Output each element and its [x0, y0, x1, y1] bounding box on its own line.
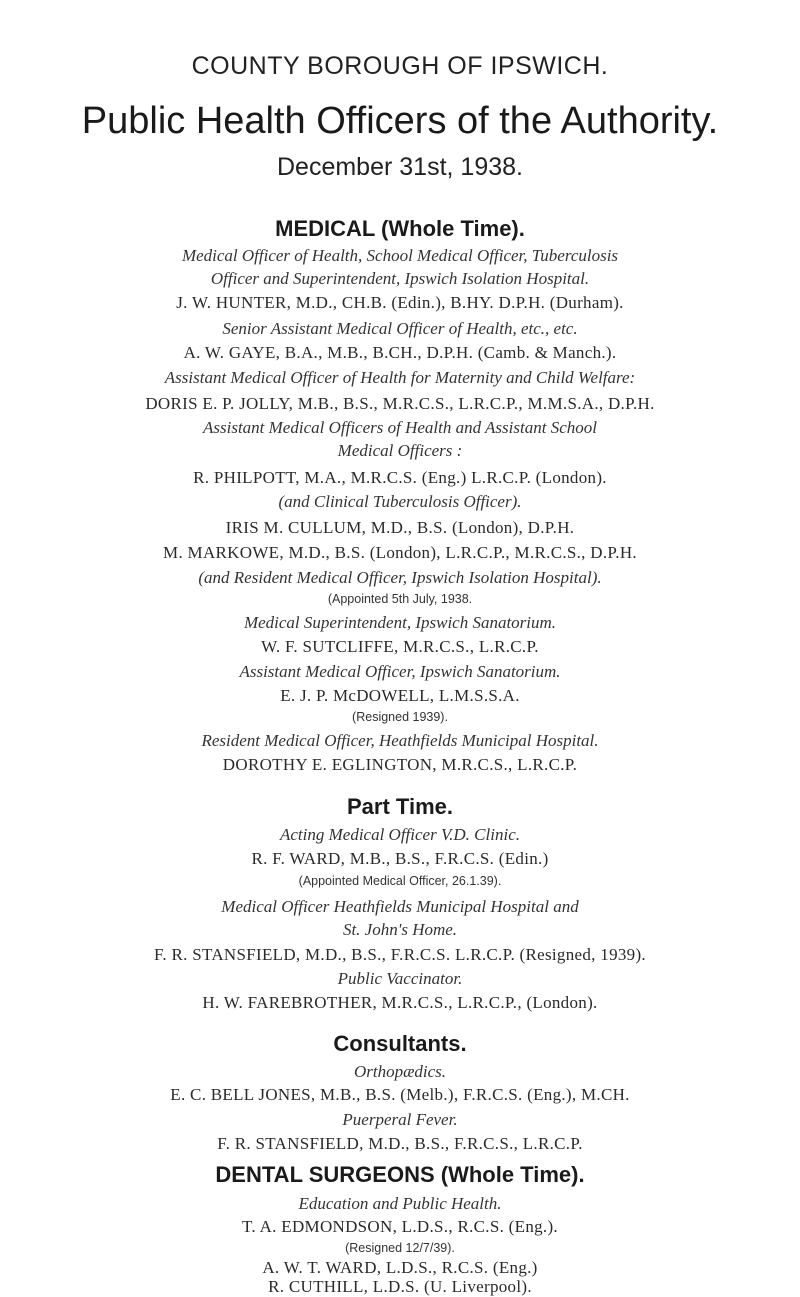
role-maternity-child-welfare: Assistant Medical Officer of Health for Maternity and Child Welfare:: [164, 368, 636, 387]
officer-name: E. C. BELL JONES, M.B., B.S. (Melb.), F.R.C.S. (Eng.), M.CH.: [170, 1085, 630, 1104]
officer-name: R. PHILPOTT, M.A., M.R.C.S. (Eng.) L.R.C.P. (London).: [193, 468, 607, 487]
resignation-note: (Resigned 1939).: [352, 710, 448, 724]
officer-name: F. R. STANSFIELD, M.D., B.S., F.R.C.S. L.R.C.P. (Resigned, 1939).: [154, 945, 646, 964]
section-heading-consultants: Consultants.: [333, 1031, 467, 1056]
role-education-public-health: Education and Public Health.: [298, 1194, 502, 1213]
role-assistant-moh-line-1: Assistant Medical Officers of Health and Assistant School: [203, 418, 597, 437]
resignation-note: (Resigned 12/7/39).: [345, 1241, 455, 1255]
report-date: December 31st, 1938.: [277, 153, 523, 181]
appointment-note: (Appointed Medical Officer, 26.1.39).: [298, 874, 502, 888]
role-vd-clinic: Acting Medical Officer V.D. Clinic.: [279, 825, 520, 844]
role-senior-assistant: Senior Assistant Medical Officer of Health, etc., etc.: [222, 319, 578, 338]
officer-name: A. W. GAYE, B.A., M.B., B.CH., D.P.H. (Camb. & Manch.).: [183, 343, 617, 362]
officer-name: IRIS M. CULLUM, M.D., B.S. (London), D.P.H.: [225, 518, 575, 537]
section-heading-medical-whole-time: MEDICAL (Whole Time).: [275, 216, 525, 241]
role-note-resident: (and Resident Medical Officer, Ipswich Isolation Hospital).: [198, 568, 602, 587]
officer-name: R. F. WARD, M.B., B.S., F.R.C.S. (Edin.): [251, 849, 549, 868]
role-note-tuberculosis: (and Clinical Tuberculosis Officer).: [278, 492, 522, 511]
role-sanatorium-superintendent: Medical Superintendent, Ipswich Sanatorium.: [243, 613, 557, 632]
officer-name: A. W. T. WARD, L.D.S., R.C.S. (Eng.): [262, 1258, 538, 1277]
officer-name: F. R. STANSFIELD, M.D., B.S., F.R.C.S., L.R.C.P.: [217, 1134, 583, 1153]
county-heading: COUNTY BOROUGH OF IPSWICH.: [191, 52, 609, 80]
role-public-vaccinator: Public Vaccinator.: [337, 969, 463, 988]
role-moh-line-1: Medical Officer of Health, School Medical Officer, Tuberculosis: [181, 246, 619, 265]
officer-name: T. A. EDMONDSON, L.D.S., R.C.S. (Eng.).: [242, 1217, 558, 1236]
section-heading-dental: DENTAL SURGEONS (Whole Time).: [215, 1162, 585, 1187]
role-assistant-moh-line-2: Medical Officers :: [337, 441, 463, 460]
officer-name: H. W. FAREBROTHER, M.R.C.S., L.R.C.P., (London).: [202, 993, 598, 1012]
role-heathfields-line-1: Medical Officer Heathfields Municipal Hospital and: [221, 897, 579, 916]
appointment-note: (Appointed 5th July, 1938.: [327, 592, 473, 606]
officer-name: M. MARKOWE, M.D., B.S. (London), L.R.C.P., M.R.C.S., D.P.H.: [163, 543, 637, 562]
role-sanatorium-assistant: Assistant Medical Officer, Ipswich Sanatorium.: [239, 662, 561, 681]
page-title: Public Health Officers of the Authority.: [81, 100, 719, 142]
role-orthopaedics: Orthopædics.: [353, 1062, 447, 1081]
section-heading-part-time: Part Time.: [347, 794, 453, 819]
officer-name: J. W. HUNTER, M.D., CH.B. (Edin.), B.HY. D.P.H. (Durham).: [176, 293, 624, 312]
officer-name: W. F. SUTCLIFFE, M.R.C.S., L.R.C.P.: [261, 637, 539, 656]
role-moh-line-2: Officer and Superintendent, Ipswich Isolation Hospital.: [210, 269, 590, 288]
role-puerperal-fever: Puerperal Fever.: [342, 1110, 458, 1129]
officer-name: DOROTHY E. EGLINGTON, M.R.C.S., L.R.C.P.: [222, 755, 578, 774]
officer-name: R. CUTHILL, L.D.S. (U. Liverpool).: [268, 1277, 532, 1296]
officer-name: DORIS E. P. JOLLY, M.B., B.S., M.R.C.S., L.R.C.P., M.M.S.A., D.P.H.: [145, 394, 655, 413]
role-heathfields-resident: Resident Medical Officer, Heathfields Municipal Hospital.: [201, 731, 599, 750]
role-heathfields-line-2: St. John's Home.: [342, 920, 458, 939]
officer-name: E. J. P. McDOWELL, L.M.S.S.A.: [280, 686, 520, 705]
